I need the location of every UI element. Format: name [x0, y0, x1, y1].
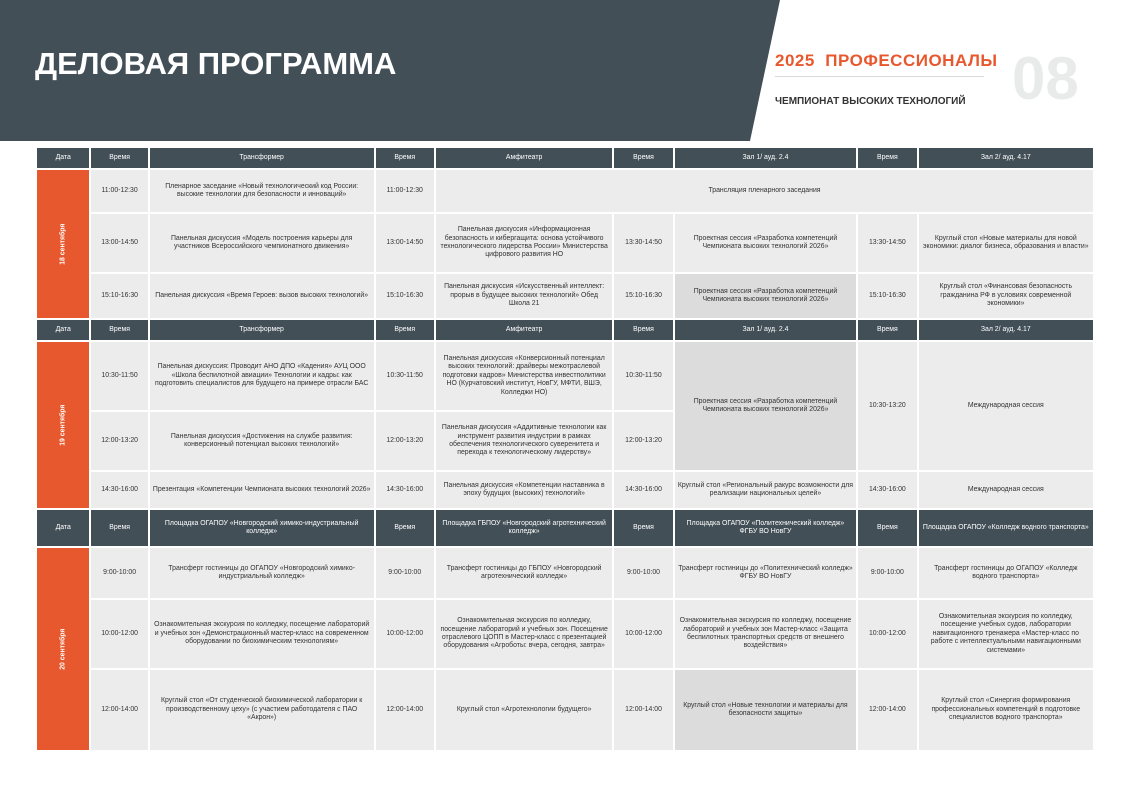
time-cell: 10:00-12:00 [614, 600, 672, 668]
event-cell: Круглый стол «Агротехнологии будущего» [436, 670, 612, 750]
time-cell: 10:00-12:00 [91, 600, 147, 668]
event-cell: Панельная дискуссия «Достижения на службе развития: конверсионный потенциал высоких технологий» [150, 412, 374, 470]
table-header-row [37, 510, 1093, 546]
header-time: Время [614, 148, 672, 168]
header-site-2: Площадка ГБПОУ «Новгородский агротехнический колледж» [436, 510, 612, 546]
header-time: Время [91, 510, 147, 546]
time-cell: 15:10-16:30 [91, 274, 147, 318]
event-cell: Проектная сессия «Разработка компетенций Чемпионата высоких технологий 2026» [675, 274, 856, 318]
time-cell: 9:00-10:00 [614, 548, 672, 598]
event-cell: Проектная сессия «Разработка компетенций Чемпионата высоких технологий 2026» [675, 342, 856, 470]
header-transformer: Трансформер [150, 320, 374, 340]
header-site-1: Площадка ОГАПОУ «Новгородский химико-индустриальный колледж» [150, 510, 374, 546]
header-time: Время [91, 148, 147, 168]
event-cell: Панельная дискуссия: Проводит АНО ДПО «Кадения» АУЦ ООО «Школа беспилотной авиации» Технологии и кадры: как подготовить специалистов для будущего на примере отрасли БАС [150, 342, 374, 410]
event-cell: Панельная дискуссия «Компетенции наставника в эпоху будущих (высоких) технологий» [436, 472, 612, 508]
header-date: Дата [37, 320, 89, 340]
time-cell: 14:30-16:00 [376, 472, 434, 508]
header-hall-1: Зал 1/ ауд. 2.4 [675, 320, 856, 340]
event-cell: Трансферт гостиницы до ОГАПОУ «Новгородский химико-индустриальный колледж» [150, 548, 374, 598]
event-cell: Панельная дискуссия «Аддитивные технологии как инструмент развития индустрии в рамках обеспечения технологического суверенитета и перехода к технологическому лидерству» [436, 412, 612, 470]
time-cell: 10:30-13:20 [858, 342, 916, 470]
event-cell: Международная сессия [919, 472, 1093, 508]
time-cell: 12:00-14:00 [376, 670, 434, 750]
time-cell: 11:00-12:30 [91, 170, 147, 212]
time-cell: 15:10-16:30 [858, 274, 916, 318]
time-cell: 10:30-11:50 [614, 342, 672, 410]
event-cell: Ознакомительная экскурсия по колледжу, посещение учебных судов, лаборатории навигационного тренажера «Мастер-класс по работе с интеллектуальными навигационными системами» [919, 600, 1093, 668]
time-cell: 12:00-14:00 [858, 670, 916, 750]
event-cell: Трансферт гостиницы до ОГАПОУ «Колледж водного транспорта» [919, 548, 1093, 598]
header-time: Время [858, 148, 916, 168]
brand-divider [775, 76, 984, 77]
header-time: Время [376, 510, 434, 546]
time-cell: 12:00-13:20 [91, 412, 147, 470]
table-row [37, 342, 1093, 410]
brand-year: 2025 [775, 51, 815, 70]
time-cell: 9:00-10:00 [91, 548, 147, 598]
time-cell: 13:30-14:50 [858, 214, 916, 272]
time-cell: 9:00-10:00 [376, 548, 434, 598]
event-cell: Круглый стол «Новые материалы для новой экономики: диалог бизнеса, образования и власти» [919, 214, 1093, 272]
event-cell: Круглый стол «Новые технологии и материалы для безопасности защиты» [675, 670, 856, 750]
event-cell: Круглый стол «Региональный ракурс возможности для реализации национальных целей» [675, 472, 856, 508]
event-cell: Ознакомительная экскурсия по колледжу, посещение лабораторий и учебных зон «Демонстрационный мастер-класс на современном оборудовании по биохимическим технологиям» [150, 600, 374, 668]
table-header-row [37, 320, 1093, 340]
header-time: Время [91, 320, 147, 340]
time-cell: 15:10-16:30 [614, 274, 672, 318]
event-cell: Круглый стол «От студенческой биохимической лаборатории к производственному цеху» (с участием работодателя с ПАО «Акрон») [150, 670, 374, 750]
event-cell: Трансферт гостиницы до «Политехнический колледж» ФГБУ ВО НовГУ [675, 548, 856, 598]
time-cell: 14:30-16:00 [614, 472, 672, 508]
time-cell: 14:30-16:00 [91, 472, 147, 508]
time-cell: 10:00-12:00 [858, 600, 916, 668]
header-date: Дата [37, 148, 89, 168]
event-cell: Проектная сессия «Разработка компетенций Чемпионата высоких технологий 2026» [675, 214, 856, 272]
time-cell: 12:00-13:20 [614, 412, 672, 470]
event-cell: Ознакомительная экскурсия по колледжу, посещение лабораторий и учебных зон Мастер-класс «Защита беспилотных транспортных средств от внешнего воздействия» [675, 600, 856, 668]
header-amphitheater: Амфитеатр [436, 320, 612, 340]
time-cell: 13:30-14:50 [614, 214, 672, 272]
event-cell: Пленарное заседание «Новый технологический код России: высокие технологии для безопасности и инноваций» [150, 170, 374, 212]
day-label: 18 сентября [37, 170, 89, 318]
table-row [37, 214, 1093, 272]
schedule-table [35, 146, 1095, 752]
time-cell: 9:00-10:00 [858, 548, 916, 598]
event-cell: Панельная дискуссия «Модель построения карьеры для участников Всероссийского чемпионатного движения» [150, 214, 374, 272]
page-number: 08 [1012, 45, 1079, 112]
time-cell: 13:00-14:50 [91, 214, 147, 272]
event-cell: Международная сессия [919, 342, 1093, 470]
event-cell: Панельная дискуссия «Искусственный интеллект: прорыв в будущее высоких технологий» Обед Школа 21 [436, 274, 612, 318]
event-cell: Панельная дискуссия «Время Героев: вызов высоких технологий» [150, 274, 374, 318]
table-row [37, 170, 1093, 212]
event-cell: Панельная дискуссия «Конверсионный потенциал высоких технологий: драйверы межотраслевой подготовки кадров» Министерства инвестполитики НО (Курчатовский институт, НовГУ, МФТИ, ВШЭ, Колледжи НО) [436, 342, 612, 410]
header-transformer: Трансформер [150, 148, 374, 168]
header-time: Время [376, 320, 434, 340]
brand-logo [775, 51, 998, 71]
header-time: Время [376, 148, 434, 168]
table-row [37, 670, 1093, 750]
time-cell: 10:30-11:50 [91, 342, 147, 410]
table-header-row [37, 148, 1093, 168]
table-row [37, 274, 1093, 318]
time-cell: 12:00-14:00 [91, 670, 147, 750]
header-time: Время [614, 320, 672, 340]
event-cell: Трансляция пленарного заседания [436, 170, 1093, 212]
header-hall-2: Зал 2/ ауд. 4.17 [919, 148, 1093, 168]
time-cell: 15:10-16:30 [376, 274, 434, 318]
brand-subtitle: ЧЕМПИОНАТ ВЫСОКИХ ТЕХНОЛОГИЙ [775, 96, 966, 107]
time-cell: 13:00-14:50 [376, 214, 434, 272]
header-site-3: Площадка ОГАПОУ «Политехнический колледж» ФГБУ ВО НовГУ [675, 510, 856, 546]
event-cell: Ознакомительная экскурсия по колледжу, посещение лабораторий и учебных зон. Посещение отраслевого ЦОПП в Мастер-класс с презентацией оборудования «Агроботы: вчера, сегодня, завтра» [436, 600, 612, 668]
day-label: 19 сентября [37, 342, 89, 508]
time-cell: 10:00-12:00 [376, 600, 434, 668]
header-hall-1: Зал 1/ ауд. 2.4 [675, 148, 856, 168]
brand-name: ПРОФЕССИОНАЛЫ [825, 51, 998, 70]
time-cell: 11:00-12:30 [376, 170, 434, 212]
event-cell: Круглый стол «Синергия формирования профессиональных компетенций в подготовке специалистов водного транспорта» [919, 670, 1093, 750]
event-cell: Трансферт гостиницы до ГБПОУ «Новгородский агротехнический колледж» [436, 548, 612, 598]
page-title: ДЕЛОВАЯ ПРОГРАММА [35, 46, 397, 81]
table-row [37, 548, 1093, 598]
header-site-4: Площадка ОГАПОУ «Колледж водного транспорта» [919, 510, 1093, 546]
header-date: Дата [37, 510, 89, 546]
event-cell: Круглый стол «Финансовая безопасность гражданина РФ в условиях современной экономики» [919, 274, 1093, 318]
header-time: Время [614, 510, 672, 546]
day-label: 20 сентября [37, 548, 89, 750]
time-cell: 12:00-13:20 [376, 412, 434, 470]
time-cell: 14:30-16:00 [858, 472, 916, 508]
time-cell: 12:00-14:00 [614, 670, 672, 750]
time-cell: 10:30-11:50 [376, 342, 434, 410]
header-amphitheater: Амфитеатр [436, 148, 612, 168]
event-cell: Презентация «Компетенции Чемпионата высоких технологий 2026» [150, 472, 374, 508]
event-cell: Панельная дискуссия «Информационная безопасность и кибергащита: основа устойчивого технологического лидерства России» Министерства цифрового развития НО [436, 214, 612, 272]
table-row [37, 600, 1093, 668]
header-hall-2: Зал 2/ ауд. 4.17 [919, 320, 1093, 340]
header-time: Время [858, 510, 916, 546]
header-time: Время [858, 320, 916, 340]
table-row [37, 472, 1093, 508]
